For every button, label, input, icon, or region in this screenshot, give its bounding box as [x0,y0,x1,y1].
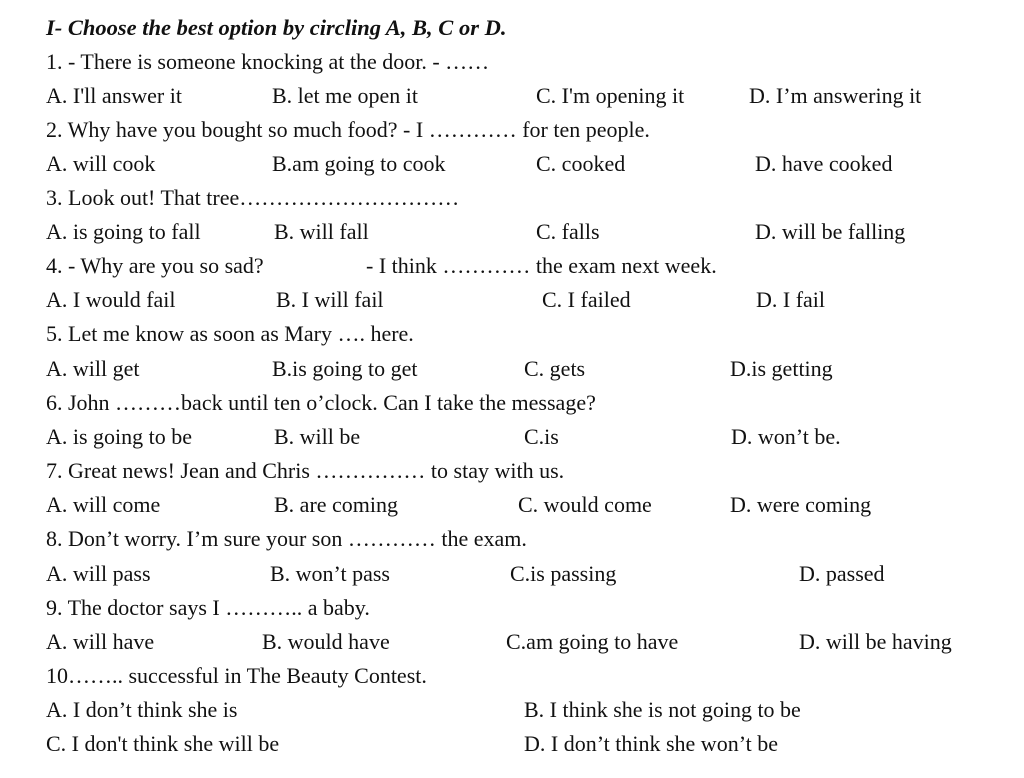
option-b[interactable]: B. would have [262,629,390,654]
options-2 [0,150,1024,184]
option-d[interactable]: D. have cooked [755,151,893,176]
options-5 [0,355,1024,389]
question-text: 5. Let me know as soon as Mary …. here. [46,321,414,346]
option-d[interactable]: D. I don’t think she won’t be [524,731,778,756]
section-title: I- Choose the best option by circling A, B, C or D. [46,15,507,40]
section-title-line [0,14,1024,48]
question-8 [0,525,1024,559]
option-b[interactable]: B. won’t pass [270,561,390,586]
option-a[interactable]: A. is going to fall [46,219,201,244]
options-9 [0,628,1024,662]
option-d[interactable]: D. were coming [730,492,872,517]
options-10-row2 [0,730,1024,764]
option-b[interactable]: B. will fall [274,219,369,244]
options-6 [0,423,1024,457]
question-text: 2. Why have you bought so much food? - I ………… for ten people. [46,117,650,142]
option-c[interactable]: C. would come [518,492,652,517]
option-b[interactable]: B. I think she is not going to be [524,697,801,722]
option-a[interactable]: A. will get [46,356,140,381]
options-7 [0,491,1024,525]
option-a[interactable]: A. will pass [46,561,151,586]
option-b[interactable]: B. I will fail [276,287,384,312]
option-c[interactable]: C. cooked [536,151,626,176]
question-1 [0,48,1024,82]
question-text: 7. Great news! Jean and Chris …………… to stay with us. [46,458,565,483]
question-text-reply: - I think ………… the exam next week. [366,253,717,278]
options-1 [0,82,1024,116]
question-text: 1. - There is someone knocking at the door. - …… [46,49,490,74]
question-text: 4. - Why are you so sad? [46,253,264,278]
option-a[interactable]: A. is going to be [46,424,193,449]
question-text: 6. John ………back until ten o’clock. Can I take the message? [46,390,596,415]
option-a[interactable]: A. I don’t think she is [46,697,238,722]
question-3 [0,184,1024,218]
option-c[interactable]: C.is [524,424,559,449]
question-2 [0,116,1024,150]
question-text: 8. Don’t worry. I’m sure your son ………… the exam. [46,526,527,551]
option-d[interactable]: D. I fail [756,287,826,312]
option-c[interactable]: C.am going to have [506,629,679,654]
option-d[interactable]: D. will be falling [755,219,906,244]
option-d[interactable]: D. won’t be. [731,424,841,449]
option-b[interactable]: B.is going to get [272,356,418,381]
option-a[interactable]: A. will come [46,492,161,517]
options-8 [0,560,1024,594]
question-text: 10…….. successful in The Beauty Contest. [46,663,427,688]
option-d[interactable]: D. passed [799,561,885,586]
question-9 [0,594,1024,628]
option-b[interactable]: B. will be [274,424,361,449]
option-b[interactable]: B. let me open it [272,83,419,108]
option-b[interactable]: B.am going to cook [272,151,446,176]
question-5 [0,320,1024,354]
option-c[interactable]: C.is passing [510,561,617,586]
question-text: 9. The doctor says I ……….. a baby. [46,595,370,620]
option-b[interactable]: B. are coming [274,492,399,517]
options-4 [0,286,1024,320]
option-c[interactable]: C. I'm opening it [536,83,685,108]
option-d[interactable]: D. I’m answering it [749,83,922,108]
question-7 [0,457,1024,491]
question-10 [0,662,1024,696]
option-d[interactable]: D. will be having [799,629,952,654]
option-a[interactable]: A. will have [46,629,155,654]
options-3 [0,218,1024,252]
option-c[interactable]: C. falls [536,219,600,244]
option-a[interactable]: A. will cook [46,151,156,176]
option-a[interactable]: A. I'll answer it [46,83,182,108]
option-a[interactable]: A. I would fail [46,287,176,312]
options-10-row1 [0,696,1024,730]
question-6 [0,389,1024,423]
question-4 [0,252,1024,286]
option-c[interactable]: C. gets [524,356,586,381]
option-c[interactable]: C. I failed [542,287,631,312]
option-c[interactable]: C. I don't think she will be [46,731,280,756]
option-d[interactable]: D.is getting [730,356,833,381]
question-text: 3. Look out! That tree………………………… [46,185,460,210]
